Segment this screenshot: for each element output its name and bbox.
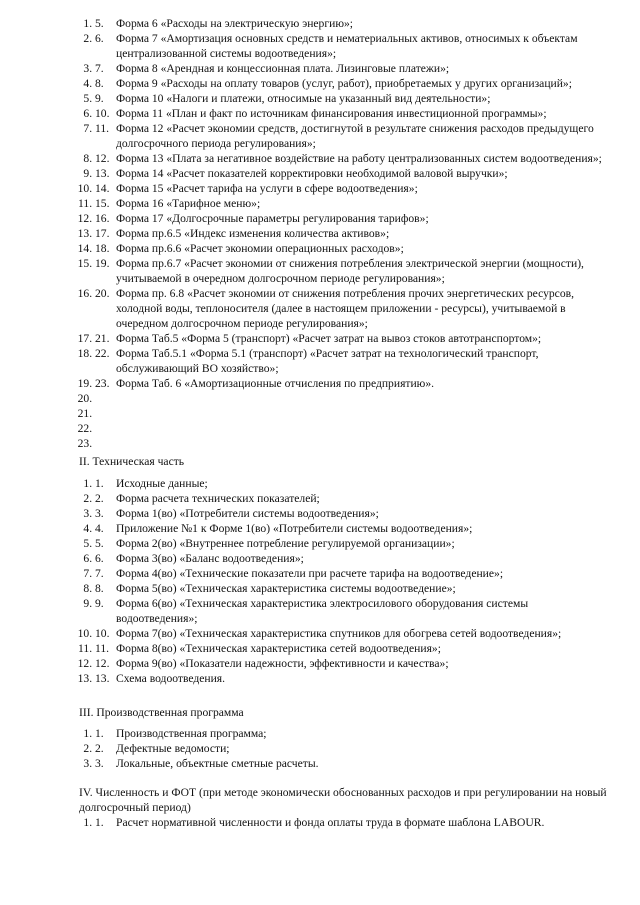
- list-item: [95, 391, 610, 406]
- list-item: 1. 1. Производственная программа;: [95, 726, 610, 741]
- list-item: 1. 1. Исходные данные;: [95, 476, 610, 491]
- list-item: 19. 23. Форма Таб. 6 «Амортизационные отчисления по предприятию».: [95, 376, 610, 391]
- list-item: 12. 12. Форма 9(во) «Показатели надежности, эффективности и качества»;: [95, 656, 610, 671]
- section-heading-production: III. Производственная программа: [79, 706, 244, 719]
- list-item: 4. 4. Приложение №1 к Форме 1(во) «Потребители системы водоотведения»;: [95, 521, 610, 536]
- list-item: 8. 8. Форма 5(во) «Техническая характеристика системы водоотведение»;: [95, 581, 610, 596]
- staff-list: [95, 815, 610, 830]
- list-item: 17. 21. Форма Таб.5 «Форма 5 (транспорт) «Расчет затрат на вывоз стоков автотранспортом»;: [95, 331, 610, 346]
- list-item: 10. 10. Форма 7(во) «Техническая характеристика спутников для обогрева сетей водоотведения»;: [95, 626, 610, 641]
- list-item: 9. 9. Форма 6(во) «Техническая характеристика электросилового оборудования системы водоотведения»;: [95, 596, 610, 626]
- list-item: 16. 20. Форма пр. 6.8 «Расчет экономии от снижения потребления прочих энергетических ресурсов, холодной воды, теплоносителя (далее в настоящем приложении - ресурсы), учитываемой в очередном долгосрочном периоде регулирования»;: [95, 286, 610, 331]
- list-item: 9. 13. Форма 14 «Расчет показателей корректировки необходимой валовой выручки»;: [95, 166, 610, 181]
- list-item: 8. 12. Форма 13 «Плата за негативное воздействие на работу централизованных систем водоотведения»;: [95, 151, 610, 166]
- list-item: 7. 7. Форма 4(во) «Технические показатели при расчете тарифа на водоотведение»;: [95, 566, 610, 581]
- production-list: [95, 726, 610, 771]
- list-item: 6. 6. Форма 3(во) «Баланс водоотведения»;: [95, 551, 610, 566]
- list-item: 1. 5. Форма 6 «Расходы на электрическую энергию»;: [95, 16, 610, 31]
- list-item: 2. 6. Форма 7 «Амортизация основных средств и нематериальных активов, относимых к объектам централизованной системы водоотведения»;: [95, 31, 610, 61]
- list-item: 13. 17. Форма пр.6.5 «Индекс изменения количества активов»;: [95, 226, 610, 241]
- list-item: 3. 3. Форма 1(во) «Потребители системы водоотведения»;: [95, 506, 610, 521]
- list-item: 2. 2. Дефектные ведомости;: [95, 741, 610, 756]
- technical-list: [95, 476, 610, 686]
- list-item: 3. 7. Форма 8 «Арендная и концессионная плата. Лизинговые платежи»;: [95, 61, 610, 76]
- list-item: [95, 421, 610, 436]
- section-heading-technical: II. Техническая часть: [79, 455, 185, 468]
- list-item: 6. 10. Форма 11 «План и факт по источникам финансирования инвестиционной программы»;: [95, 106, 610, 121]
- list-item: 11. 15. Форма 16 «Тарифное меню»;: [95, 196, 610, 211]
- list-item: 4. 8. Форма 9 «Расходы на оплату товаров (услуг, работ), приобретаемых у других организаций»;: [95, 76, 610, 91]
- list-item: 5. 9. Форма 10 «Налоги и платежи, относимые на указанный вид деятельности»;: [95, 91, 610, 106]
- list-item: 15. 19. Форма пр.6.7 «Расчет экономии от снижения потребления электрической энергии (мощности), учитываемой в очередном долгосрочном периоде регулирования»;: [95, 256, 610, 286]
- list-item: 7. 11. Форма 12 «Расчет экономии средств, достигнутой в результате снижения расходов предыдущего долгосрочного периода регулирования»;: [95, 121, 610, 151]
- list-item: 3. 3. Локальные, объектные сметные расчеты.: [95, 756, 610, 771]
- list-item: 10. 14. Форма 15 «Расчет тарифа на услуги в сфере водоотведения»;: [95, 181, 610, 196]
- list-item: 5. 5. Форма 2(во) «Внутреннее потребление регулируемой организации»;: [95, 536, 610, 551]
- list-item: 12. 16. Форма 17 «Долгосрочные параметры регулирования тарифов»;: [95, 211, 610, 226]
- list-item: 11. 11. Форма 8(во) «Техническая характеристика сетей водоотведения»;: [95, 641, 610, 656]
- list-item: 2. 2. Форма расчета технических показателей;: [95, 491, 610, 506]
- list-item: 18. 22. Форма Таб.5.1 «Форма 5.1 (транспорт) «Расчет затрат на технологический транспорт, обслуживающий ВО хозяйство»;: [95, 346, 610, 376]
- list-item: 1. 1. Расчет нормативной численности и фонда оплаты труда в формате шаблона LABOUR.: [95, 815, 610, 830]
- section-heading-staff: IV. Численность и ФОТ (при методе экономически обоснованных расходов и при регулировании на новый долгосрочный период): [79, 786, 607, 814]
- list-item: [95, 406, 610, 421]
- forms-list-continued: [95, 16, 610, 451]
- list-item: 14. 18. Форма пр.6.6 «Расчет экономии операционных расходов»;: [95, 241, 610, 256]
- list-item: 13. 13. Схема водоотведения.: [95, 671, 610, 686]
- list-item: [95, 436, 610, 451]
